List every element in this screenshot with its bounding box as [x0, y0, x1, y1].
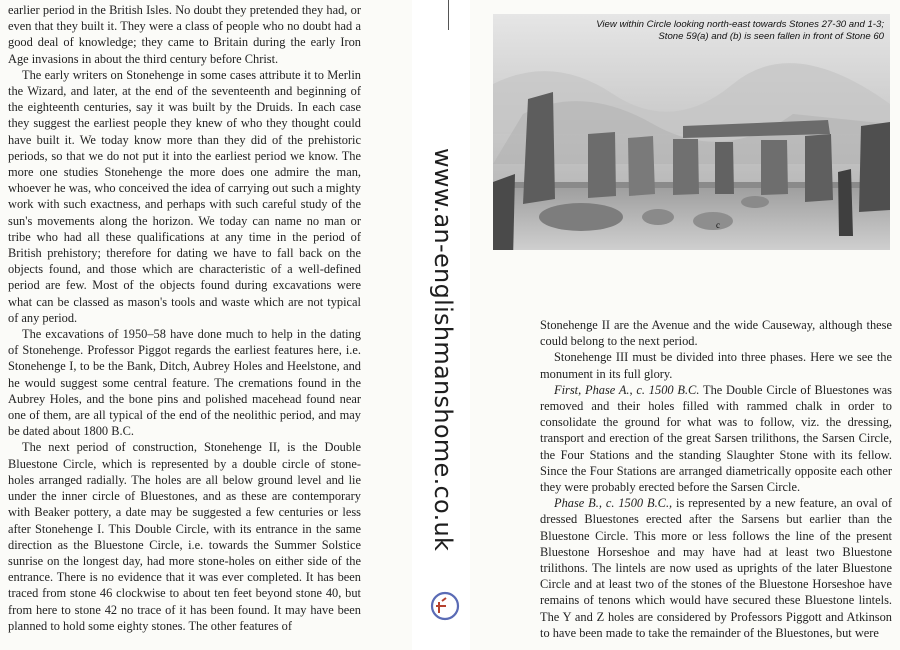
site-logo-icon	[424, 589, 462, 623]
right-paragraph-2: Stonehenge III must be divided into three phases. Here we see the monument in its full glory.	[540, 350, 892, 381]
right-paragraph-3	[540, 382, 892, 495]
right-paragraph-4	[540, 495, 892, 641]
watermark-text: www.an-englishmanshome.co.uk	[429, 148, 457, 552]
photo-caption-line-2: Stone 59(a) and (b) is seen fallen in front of Stone 60	[658, 31, 884, 42]
left-paragraph-3: The excavations of 1950–58 have done much to help in the dating of Stonehenge. Professor Piggot regards the earliest features here, i.e. Stonehenge I, to be the Bank, Ditch, Aubrey Holes and Heelstone, and he would suggest some central feature. The cremations found in the Aubrey Holes, and the bone pins and polished macehead found near one of them, are all typical of the end of the neolithic period, and may be dated about 1800 B.C.	[8, 327, 361, 439]
photo-caption-line-1: View within Circle looking north-east towards Stones 27-30 and 1-3;	[596, 19, 884, 30]
stonehenge-photo	[493, 14, 890, 250]
phase-b-heading: Phase B., c. 1500 B.C.,	[554, 496, 673, 511]
phase-b-text: is represented by a new feature, an oval of dressed Bluestones erected after the Sarsens but earlier than the Bluestone Circle. This more or less follows the line of the present Bluestone Horseshoe and may have had at least two Bluestone trilithons. The lintels are now used as uprights of the later Bluestone Circle and at least two of the stones of the Bluestone Horseshoe have remains of tenons which would have secured these Bluestone lintels. The Y and Z holes are considered by Professors Piggott and Atkinson to have been made to take the remainder of the Bluestones, but were	[540, 496, 892, 640]
left-paragraph-2: The early writers on Stonehenge in some cases attribute it to Merlin the Wizard, and later, at the end of the seventeenth and beginning of the eighteenth centuries, say it was built by the Druids. In each case they suggest the earliest people they knew of who they thought could have built it. We today know more than they did of the prehistoric periods, so that we do not put it into the earliest period we know. The more one studies Stonehenge the more does one admire the man, whoever he was, who conceived the idea of carrying out such a mighty work with such exactness, and perhaps with such careful study of the sun's movements along the horizon. We today can name no man or tribe who had all these qualifications at any time in the period of British prehistory; therefore for dating we have to fall back on the objects found, and those which are characteristic of a well-defined period are few. Most of the objects found during excavations were what can be classed as mason's tools and waste which are not typical of any period.	[8, 67, 361, 325]
photo-caption	[524, 19, 884, 43]
left-paragraph-4: The next period of construction, Stonehenge II, is the Double Bluestone Circle, which is represented by a double circle of stone-holes arranged radially. The holes are all below ground level and lie under the inner circle of Bluestones, and as these are contemporary with Beaker pottery, a date may be suggested a few centuries or less after Stonehenge I. This Double Circle, with its entrance in the same direction as the Bluestone Circle, i.e. towards the Summer Solstice sunrise on the longest day, had more stone-holes on either side of the entrance. There is no evidence that it was ever completed. It has been traced from stone 46 clockwise to about ten feet beyond stone 40, but from here to stone 42 no trace of it has been found. It may have been planned to hold some eighty stones. The other features of	[8, 440, 361, 633]
left-page-text-column	[8, 2, 361, 634]
stonehenge-photo-drawing	[493, 14, 890, 250]
photo-letter-label: c	[716, 220, 720, 230]
right-page-text-column	[540, 317, 892, 641]
right-paragraph-1: Stonehenge II are the Avenue and the wide Causeway, although these could belong to the next period.	[540, 318, 892, 349]
left-book-page	[0, 0, 412, 650]
left-paragraph-1: earlier period in the British Isles. No doubt they pretended they had, or even that they built it. They were a class of people who no doubt had a good deal of knowledge; they came to Britain during the early Iron Age invasions in about the third century before Christ.	[8, 3, 361, 66]
gutter-divider	[448, 0, 449, 30]
phase-a-heading: First, Phase A., c. 1500 B.C.	[554, 382, 700, 397]
phase-a-text: The Double Circle of Bluestones was removed and their holes filled with rammed chalk in order to consolidate the ground for what was to follow, viz. the dressing, transport and erection of the great Sarsen trilithons, the Sarsen Circle, the Four Stations and the standing Slaughter Stone with its fellow. Since the Four Stations are arranged diametrically opposite each other they were probably erected before the Sarsen Circle.	[540, 382, 892, 495]
